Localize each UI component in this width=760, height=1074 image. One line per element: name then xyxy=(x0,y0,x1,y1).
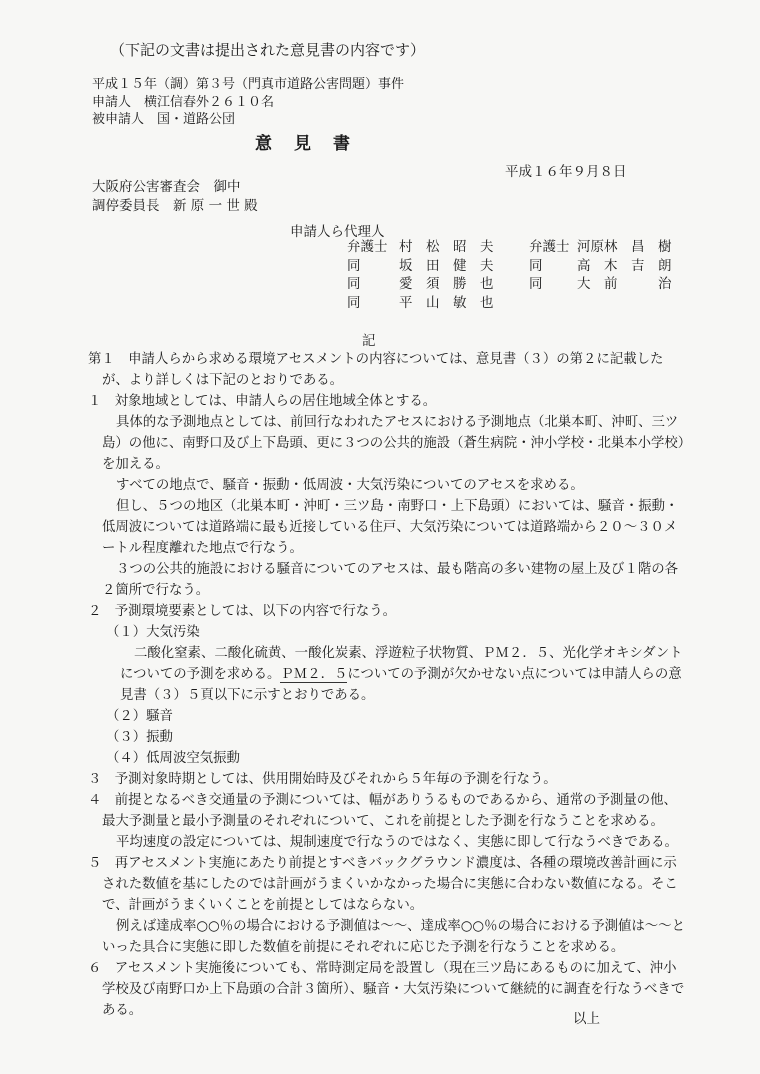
section-1-facilities: ３つの公共的施設における騒音についてのアセスは、最も階高の多い建物の屋上及び１階の各２箇所で行なう。 xyxy=(102,562,679,598)
section-2-1: （１）大気汚染 xyxy=(106,625,200,640)
lawyer-row xyxy=(347,294,687,313)
lawyer-list xyxy=(347,238,687,312)
document-body xyxy=(88,349,688,1021)
section-5-example: 例えば達成率○○％の場合における予測値は～～、達成率○○％の場合における予測値は～～といった具合に実態に即した数値を前提にそれぞれに応じた予測を行なうことを求める。 xyxy=(102,919,685,955)
section-2-1-text xyxy=(88,643,688,706)
lawyer-title: 弁護士 xyxy=(347,239,388,255)
respondent-line: 被申請人 国・道路公団 xyxy=(92,112,236,127)
lawyer-name: 村 松 昭 夫 xyxy=(399,239,494,255)
lawyer-name: 大 前 治 xyxy=(577,276,672,292)
lawyer-name: 河原林 昌 樹 xyxy=(577,239,672,255)
lawyer-title: 弁護士 xyxy=(529,239,570,255)
addressee-chair: 調停委員長 新 原 一 世 殿 xyxy=(92,198,258,214)
lawyer-name: 愛 須 勝 也 xyxy=(399,276,494,292)
section-1-points: 具体的な予測地点としては、前回行なわれたアセスにおける予測地点（北巣本町、沖町、三ツ島）の他に、南野口及び上下島頭、更に３つの公共的施設（蒼生病院・沖小学校・北巣本小学校）を加える。 xyxy=(102,415,685,472)
lawyer-title: 同 xyxy=(529,276,543,292)
lawyer-title: 同 xyxy=(529,257,543,274)
lawyer-name: 平 山 敏 也 xyxy=(399,294,494,311)
section-2-3: （３）振動 xyxy=(106,730,173,745)
section-2-2: （２）騒音 xyxy=(106,709,173,724)
section-5: ５ 再アセスメント実施にあたり前提とすべきバックグラウンド濃度は、各種の環境改善計画に示された数値を基にしたのでは計画がうまくいかなかった場合に実態に合わない数値になる。そこで、計画がうまくいくことを前提としてはならない。 xyxy=(88,856,678,913)
addressee xyxy=(92,178,258,216)
document-title: 意見書 xyxy=(255,134,372,154)
lawyer-name: 高 木 吉 朗 xyxy=(577,257,672,274)
pm25-note: についての予測が欠かせない点については申請人らの意見書（３）５頁以下に示すとおりである。 xyxy=(120,667,682,703)
addressee-committee: 大阪府公害審査会 御中 xyxy=(92,179,241,195)
lawyer-title: 同 xyxy=(347,294,361,311)
applicant-line: 申請人 横江信春外２６１０名 xyxy=(92,94,275,110)
section-4-speed: 平均速度の設定については、規制速度で行なうのではなく、実態に即して行なうべきである。 xyxy=(116,835,678,850)
lawyer-name: 坂 田 健 夫 xyxy=(399,257,494,274)
section-1-assessment: すべての地点で、騒音・振動・低周波・大気汚染についてのアセスを求める。 xyxy=(116,478,584,493)
lawyer-title: 同 xyxy=(347,257,361,274)
ki-heading: 記 xyxy=(362,333,376,349)
lawyer-row xyxy=(347,257,687,276)
agents-heading: 申請人ら代理人 xyxy=(290,224,385,240)
lawyer-title: 同 xyxy=(347,276,361,292)
submission-notice: （下記の文書は提出された意見書の内容です） xyxy=(110,41,426,59)
section-1-proviso: 但し、５つの地区（北巣本町・沖町・三ツ島・南野口・上下島頭）においては、騒音・振動・低周波については道路端に最も近接している住戸、大気汚染については道路端から２０～３０メートル程度離れた地点で行なう。 xyxy=(102,499,679,556)
case-info xyxy=(92,76,404,129)
lawyer-row xyxy=(347,275,687,294)
section-2-4: （４）低周波空気振動 xyxy=(106,751,240,766)
section-6: ６ アセスメント実施後についても、常時測定局を設置し（現在三ツ島にあるものに加えて、沖小学校及び南野口か上下島頭の合計３箇所）、騒音・大気汚染について継続的に調査を行なうべきである。 xyxy=(88,961,685,1018)
section-1: １ 対象地域としては、申請人らの居住地域全体とする。 xyxy=(88,394,437,409)
paragraph-intro: 第１ 申請人らから求める環境アセスメントの内容については、意見書（３）の第２に記載したが、より詳しくは下記のとおりである。 xyxy=(88,352,664,388)
closing-mark: 以上 xyxy=(573,1011,600,1027)
section-2: ２ 予測環境要素としては、以下の内容で行なう。 xyxy=(88,604,396,619)
document-date: 平成１６年９月８日 xyxy=(505,164,627,180)
case-number: 平成１５年（調）第３号（門真市道路公害問題）事件 xyxy=(92,77,405,92)
section-4: ４ 前提となるべき交通量の予測については、幅がありうるものであるから、通常の予測量の他、最大予測量と最小予測量のそれぞれについて、これを前提とした予測を行なうことを求める。 xyxy=(88,793,677,829)
lawyer-row xyxy=(347,238,687,257)
pm25-underlined: ＰＭ２．５ xyxy=(280,667,348,682)
section-3: ３ 予測対象時期としては、供用開始時及びそれから５年毎の予測を行なう。 xyxy=(88,772,557,787)
pollutant-list: 二酸化窒素、二酸化硫黄、一酸化炭素、浮遊粒子状物質、ＰＭ２．５、光化学オキシダントについての予測を求める。 xyxy=(120,646,683,682)
